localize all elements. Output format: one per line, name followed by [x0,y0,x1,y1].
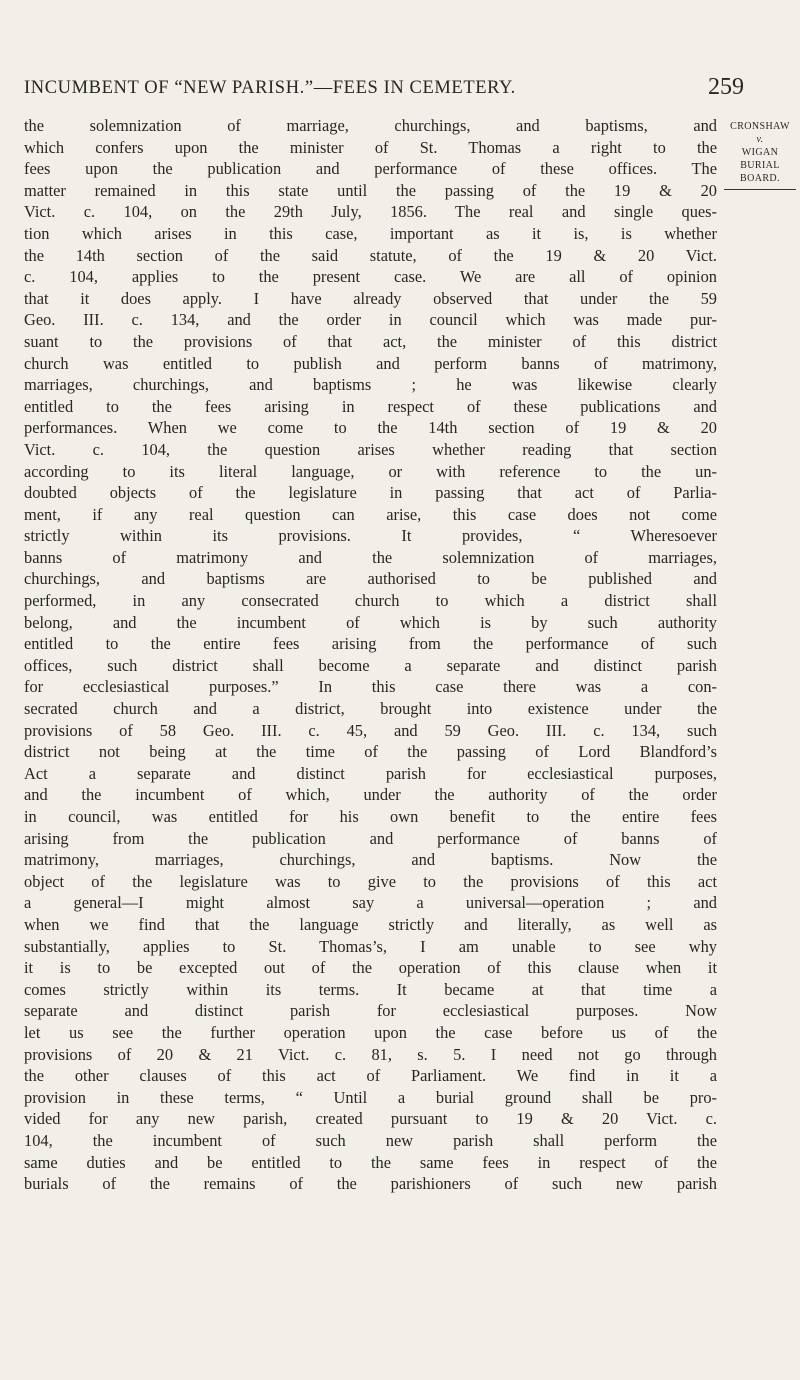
text-line: that it does apply. I have already observed that under the 59 [24,288,717,308]
text-line: belong, and the incumbent of which is by such authority [24,612,717,632]
text-line: performed, in any consecrated church to which a district shall [24,591,717,611]
text-line: vided for any new parish, created pursuant to 19 & 20 Vict. c. [24,1109,717,1129]
text-line: ment, if any real question can arise, this case does not come [24,504,717,524]
body-text [24,115,717,1195]
text-line: churchings, and baptisms are authorised to be published and [24,569,717,589]
text-line: matrimony, marriages, churchings, and baptisms. Now the [24,850,717,870]
text-line: entitled to the entire fees arising from the performance of such [24,634,717,654]
side-note-rule [724,189,796,190]
side-note-line: WIGAN [741,147,779,158]
text-line: separate and distinct parish for ecclesiastical purposes. Now [24,1001,717,1021]
page-number: 259 [708,74,744,100]
text-line: according to its literal language, or with reference to the un- [24,461,717,481]
text-line: object of the legislature was to give to the provisions of this act [24,871,717,891]
text-line: Vict. c. 104, on the 29th July, 1856. The real and single ques- [24,202,717,222]
text-line: fees upon the publication and performance of these offices. The [24,159,717,179]
side-note-line: v. [756,134,764,145]
text-line: entitled to the fees arising in respect of these publications and [24,396,717,416]
text-line: matter remained in this state until the passing of the 19 & 20 [24,180,717,200]
text-line: provision in these terms, “ Until a burial ground shall be pro- [24,1087,717,1107]
text-line: in council, was entitled for his own benefit to the entire fees [24,807,717,826]
text-line: banns of matrimony and the solemnization of marriages, [24,547,717,567]
text-line: Vict. c. 104, the question arises whether reading that section [24,439,717,459]
text-line: same duties and be entitled to the same fees in respect of the [24,1152,717,1172]
text-line: a general—I might almost say a universal—operation ; and [24,893,717,913]
text-line: substantially, applies to St. Thomas’s, I am unable to see why [24,936,717,956]
marginal-case-note [720,120,800,190]
text-line: district not being at the time of the passing of Lord Blandford’s [24,742,717,762]
text-line: Act a separate and distinct parish for ecclesiastical purposes, [24,763,717,783]
text-line: when we find that the language strictly and literally, as well as [24,914,717,934]
text-line: offices, such district shall become a separate and distinct parish [24,655,717,675]
text-line: which confers upon the minister of St. Thomas a right to the [24,137,717,157]
side-note-line: BOARD. [740,173,780,184]
side-note-line: CRONSHAW [730,121,790,132]
text-line: comes strictly within its terms. It became at that time a [24,979,717,999]
text-line: arising from the publication and performance of banns of [24,828,717,848]
text-line: the 14th section of the said statute, of the 19 & 20 Vict. [24,245,717,265]
text-line: burials of the remains of the parishioners of such new parish [24,1174,717,1194]
text-line: for ecclesiastical purposes.” In this case there was a con- [24,677,717,697]
text-line: tion which arises in this case, important as it is, is whether [24,223,717,243]
text-line: church was entitled to publish and perform banns of matrimony, [24,353,717,373]
text-line: provisions of 20 & 21 Vict. c. 81, s. 5. I need not go through [24,1044,717,1064]
text-line: and the incumbent of which, under the authority of the order [24,785,717,805]
text-line: secrated church and a district, brought into existence under the [24,699,717,719]
text-line: let us see the further operation upon the case before us of the [24,1022,717,1042]
text-line: marriages, churchings, and baptisms ; he was likewise clearly [24,375,717,395]
text-line: the solemnization of marriage, churchings, and baptisms, and [24,116,717,135]
text-line: 104, the incumbent of such new parish shall perform the [24,1130,717,1150]
text-line: performances. When we come to the 14th section of 19 & 20 [24,418,717,438]
text-line: Geo. III. c. 134, and the order in council which was made pur- [24,310,717,330]
text-line: suant to the provisions of that act, the minister of this district [24,331,717,351]
text-line: the other clauses of this act of Parliament. We find in it a [24,1066,717,1086]
running-head: INCUMBENT OF “NEW PARISH.”—FEES IN CEMETERY. [24,78,516,98]
text-line: doubted objects of the legislature in passing that act of Parlia- [24,483,717,503]
text-line: it is to be excepted out of the operation of this clause when it [24,958,717,978]
side-note-line: BURIAL [740,160,780,171]
text-line: strictly within its provisions. It provides, “ Wheresoever [24,526,717,546]
text-line: c. 104, applies to the present case. We are all of opinion [24,267,717,287]
text-line: provisions of 58 Geo. III. c. 45, and 59 Geo. III. c. 134, such [24,720,717,740]
